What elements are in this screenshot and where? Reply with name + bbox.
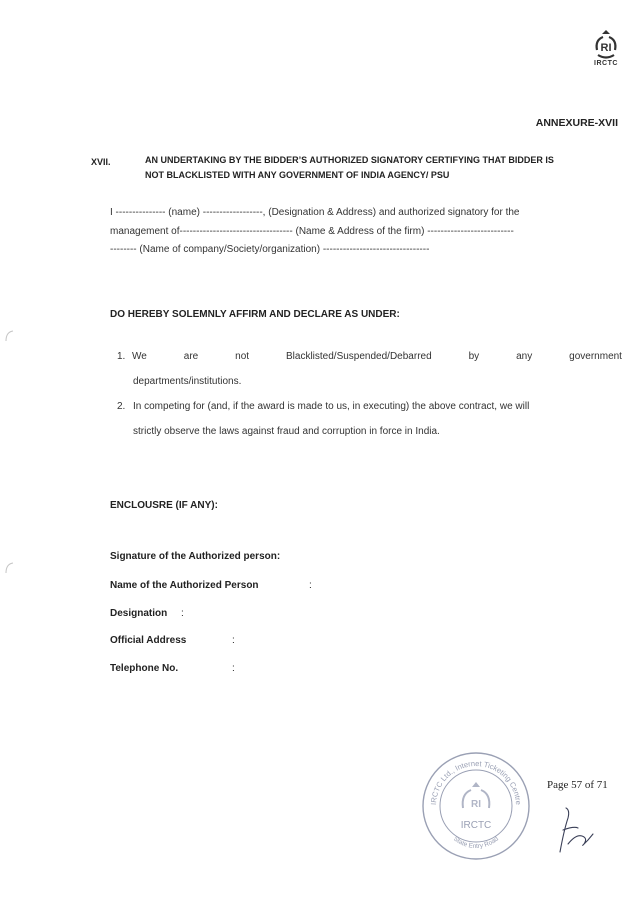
name-colon: : <box>309 580 312 591</box>
punch-hole-mark <box>4 330 14 342</box>
declare-heading: DO HEREBY SOLEMNLY AFFIRM AND DECLARE AS UNDER: <box>110 309 400 320</box>
irctc-logo-icon <box>591 28 621 62</box>
item-1-line-1 <box>132 351 622 362</box>
page-number: Page 57 of 71 <box>547 779 608 791</box>
name-label: Name of the Authorized Person <box>110 580 259 591</box>
company-stamp <box>420 750 532 862</box>
telephone-label: Telephone No. <box>110 663 179 674</box>
stamp-outer-text: IRCTC Ltd., Internet Ticketing Centre <box>429 758 524 806</box>
stamp-logo-glyph: RI <box>471 799 481 810</box>
punch-hole-mark <box>4 562 14 574</box>
designation-colon: : <box>181 608 184 619</box>
stamp-inner-text: IRCTC <box>460 820 492 831</box>
section-heading-line-1: AN UNDERTAKING BY THE BIDDER’S AUTHORIZED SIGNATORY CERTIFYING THAT BIDDER IS <box>145 155 554 165</box>
item-1-word: government <box>569 351 622 362</box>
item-1-word: We <box>132 351 147 362</box>
item-2-line-2: strictly observe the laws against fraud and corruption in force in India. <box>133 426 440 437</box>
handwritten-signature <box>554 800 596 858</box>
item-1-word: by <box>468 351 480 362</box>
intro-line-1: I --------------- (name) ------------------, (Designation & Address) and authorized signatory for the <box>110 207 520 218</box>
item-1-number: 1. <box>117 351 126 362</box>
item-1-word: any <box>516 351 533 362</box>
logo-glyph: RI <box>600 42 612 54</box>
address-label: Official Address <box>110 635 187 646</box>
section-heading <box>145 153 554 183</box>
enclosure-heading: ENCLOUSRE (IF ANY): <box>110 500 218 511</box>
intro-line-3: -------- (Name of company/Society/organization) -------------------------------- <box>110 244 430 255</box>
item-1-word: are <box>183 351 199 362</box>
stamp-bottom-text: State Entry Road <box>452 835 500 851</box>
annexure-title: ANNEXURE-XVII <box>535 117 618 129</box>
section-heading-line-2: NOT BLACKLISTED WITH ANY GOVERNMENT OF INDIA AGENCY/ PSU <box>145 170 450 180</box>
item-1-word: not <box>235 351 250 362</box>
section-number: XVII. <box>91 157 111 167</box>
logo-text: IRCTC <box>594 60 618 67</box>
item-2-line-1: In competing for (and, if the award is made to us, in executing) the above contract, we will <box>133 401 530 412</box>
signature-label: Signature of the Authorized person: <box>110 551 281 562</box>
item-2-number: 2. <box>117 401 126 412</box>
telephone-colon: : <box>232 663 235 674</box>
item-1-line-2: departments/institutions. <box>133 376 242 387</box>
irctc-logo <box>584 28 628 78</box>
designation-label: Designation <box>110 608 168 619</box>
intro-line-2: management of---------------------------------- (Name & Address of the firm) -------------------------- <box>110 226 514 237</box>
address-colon: : <box>232 635 235 646</box>
item-1-word: Blacklisted/Suspended/Debarred <box>286 351 432 362</box>
